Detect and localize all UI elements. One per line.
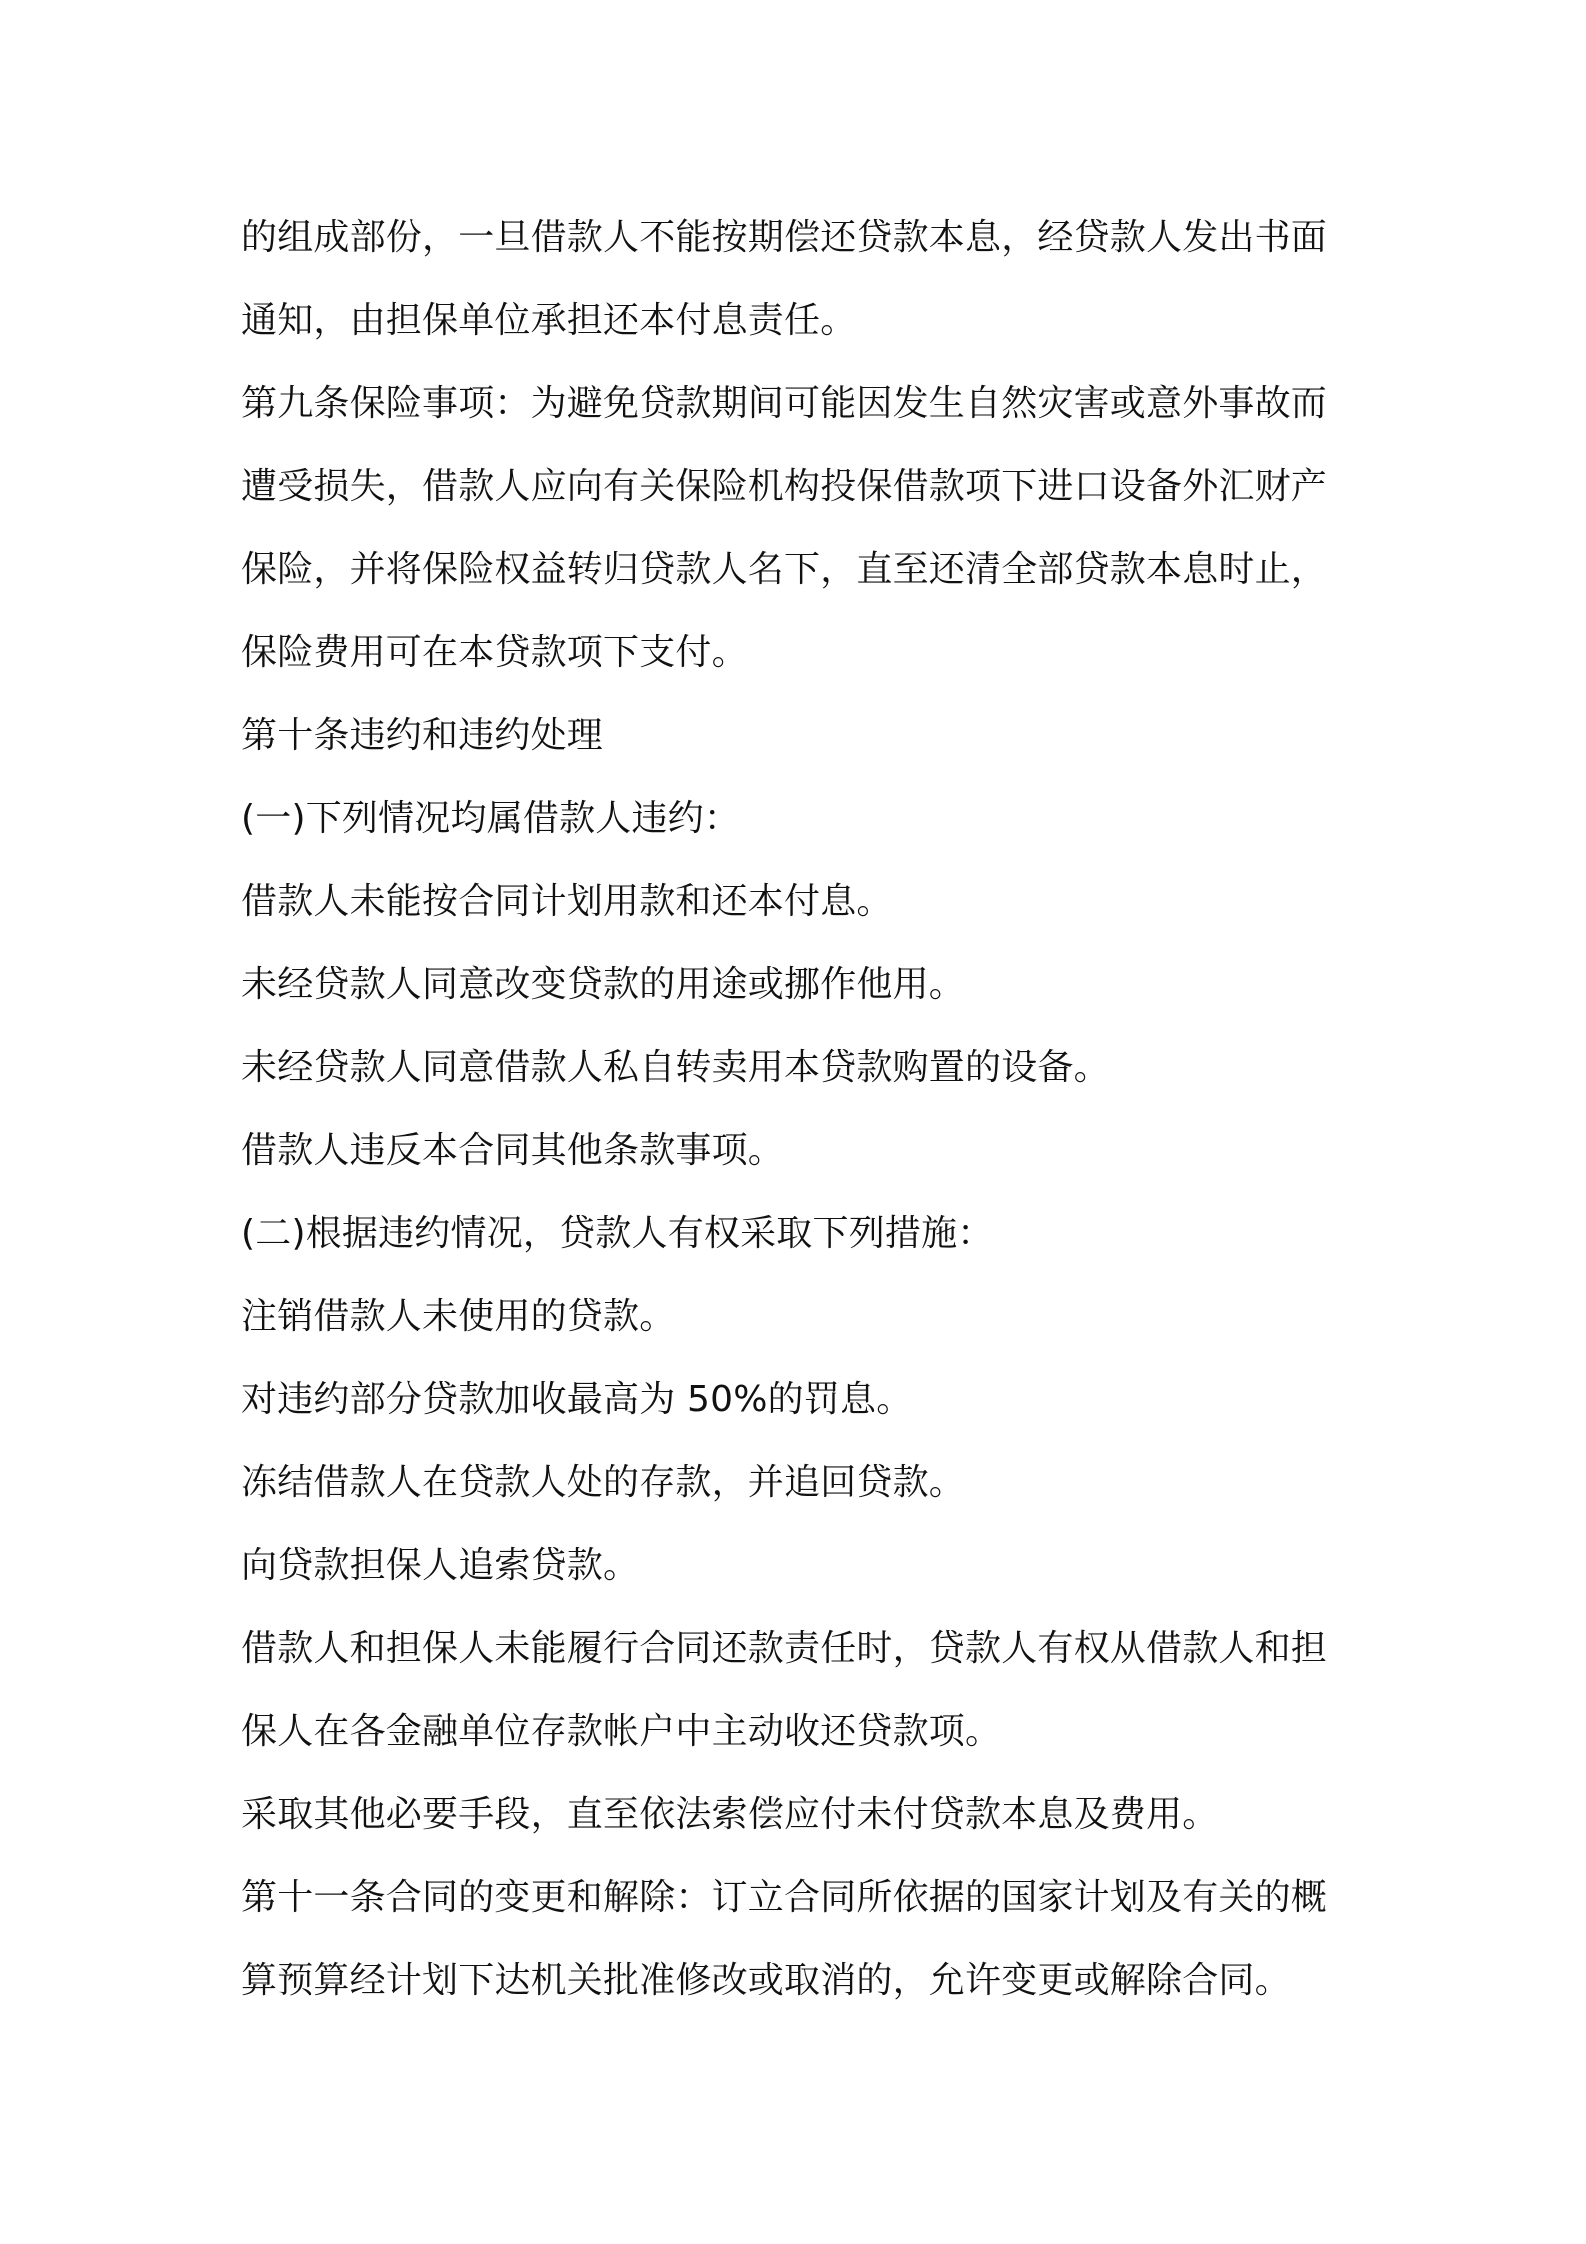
text-line: 借款人未能按合同计划用款和还本付息。: [241, 881, 893, 922]
text-line: (一)下列情况均属借款人违约：: [241, 798, 741, 839]
text-line: 保险费用可在本贷款项下支付。: [241, 632, 748, 673]
document-body: [241, 196, 1351, 2022]
section-heading: 第十条违约和违约处理: [241, 715, 604, 756]
text-line: 对违约部分贷款加收最高为 50%的罚息。: [241, 1379, 913, 1420]
text-line: 保人在各金融单位存款帐户中主动收还贷款项。: [241, 1711, 1002, 1752]
text-line: 注销借款人未使用的贷款。: [241, 1296, 676, 1337]
text-line: 借款人违反本合同其他条款事项。: [241, 1130, 785, 1171]
text-line: 的组成部份，一旦借款人不能按期偿还贷款本息，经贷款人发出书面: [241, 217, 1328, 258]
text-line: 第十一条合同的变更和解除：订立合同所依据的国家计划及有关的概: [241, 1877, 1328, 1918]
text-line: 保险，并将保险权益转归贷款人名下，直至还清全部贷款本息时止，: [241, 549, 1328, 590]
text-line: 通知，由担保单位承担还本付息责任。: [241, 300, 857, 341]
text-line: 未经贷款人同意改变贷款的用途或挪作他用。: [241, 964, 966, 1005]
text-line: 借款人和担保人未能履行合同还款责任时，贷款人有权从借款人和担: [241, 1628, 1328, 1669]
text-line: 向贷款担保人追索贷款。: [241, 1545, 640, 1586]
text-line: 冻结借款人在贷款人处的存款，并追回贷款。: [241, 1462, 966, 1503]
text-line: 第九条保险事项：为避免贷款期间可能因发生自然灾害或意外事故而: [241, 383, 1328, 424]
text-line: 未经贷款人同意借款人私自转卖用本贷款购置的设备。: [241, 1047, 1110, 1088]
text-line: 算预算经计划下达机关批准修改或取消的，允许变更或解除合同。: [241, 1960, 1291, 2001]
text-line: 采取其他必要手段，直至依法索偿应付未付贷款本息及费用。: [241, 1794, 1219, 1835]
text-line: (二)根据违约情况，贷款人有权采取下列措施：: [241, 1213, 994, 1254]
text-line: 遭受损失，借款人应向有关保险机构投保借款项下进口设备外汇财产: [241, 466, 1328, 507]
